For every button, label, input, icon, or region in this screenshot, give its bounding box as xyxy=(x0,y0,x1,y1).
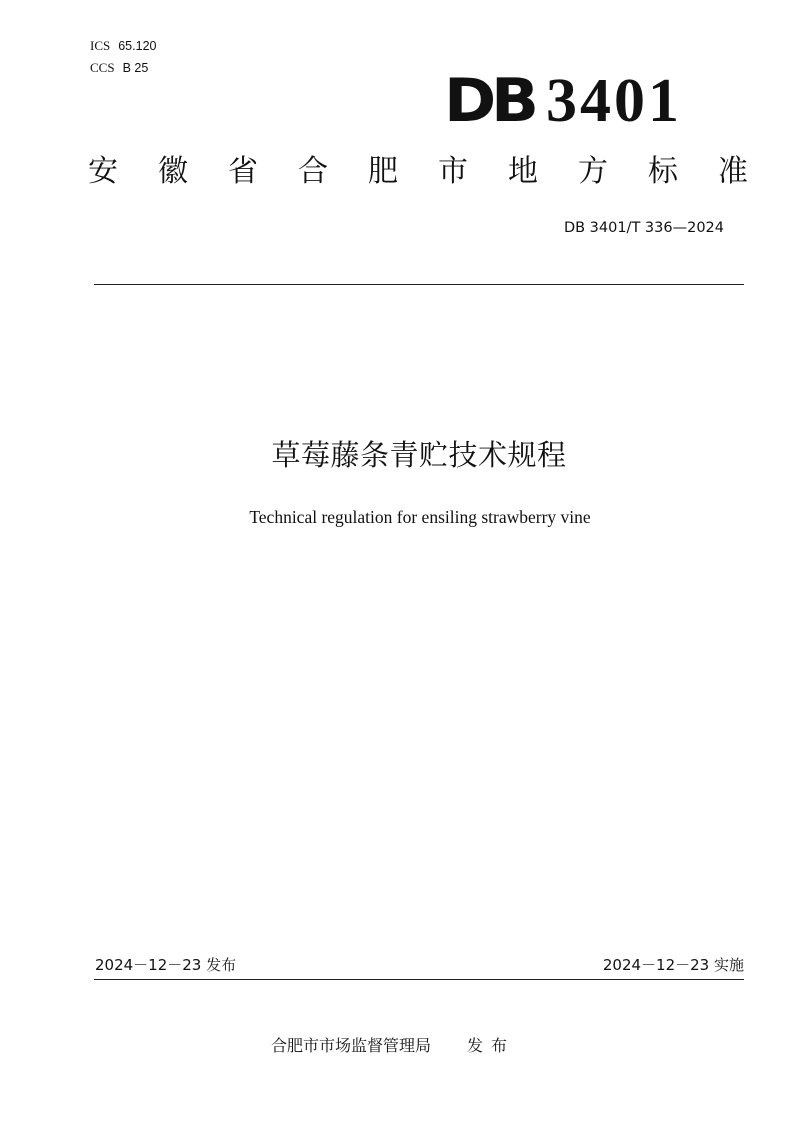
issuer-action: 发布 xyxy=(467,1036,516,1055)
standard-type-char: 肥 xyxy=(368,154,398,189)
document-title-en: Technical regulation for ensiling strawberry vine xyxy=(249,507,591,527)
standard-type-char: 地 xyxy=(508,154,538,189)
ccs-value: B 25 xyxy=(122,61,149,75)
ics-line xyxy=(90,38,156,54)
standard-type-char: 安 xyxy=(88,154,118,189)
ccs-line xyxy=(90,60,148,76)
standard-type-char: 市 xyxy=(438,154,468,189)
issue-date: 2024－12－23 发布 xyxy=(95,956,237,974)
standard-code: DB 3401/T 336—2024 xyxy=(563,220,724,236)
standard-type-char: 标 xyxy=(648,154,678,189)
db-logo xyxy=(442,66,712,136)
bottom-divider xyxy=(94,979,744,980)
document-title-zh: 草莓藤条青贮技术规程 xyxy=(271,438,567,472)
db-logo-letters: DB xyxy=(444,66,534,136)
ics-label: ICS xyxy=(90,38,111,53)
standard-type-char: 准 xyxy=(718,154,748,189)
ccs-label: CCS xyxy=(90,60,115,75)
ics-value: 65.120 xyxy=(118,39,157,53)
standard-type-char: 方 xyxy=(578,154,608,189)
implementation-date: 2024－12－23 实施 xyxy=(602,956,744,974)
top-divider xyxy=(94,284,744,285)
issuer-organization: 合肥市市场监督管理局 xyxy=(271,1036,432,1055)
standard-type-char: 徽 xyxy=(158,154,188,189)
issuer-line xyxy=(271,1035,515,1057)
standard-type-char: 合 xyxy=(298,154,328,189)
standard-type-heading xyxy=(88,152,748,192)
standard-type-char: 省 xyxy=(228,154,258,189)
db-logo-number: 3401 xyxy=(546,67,682,135)
